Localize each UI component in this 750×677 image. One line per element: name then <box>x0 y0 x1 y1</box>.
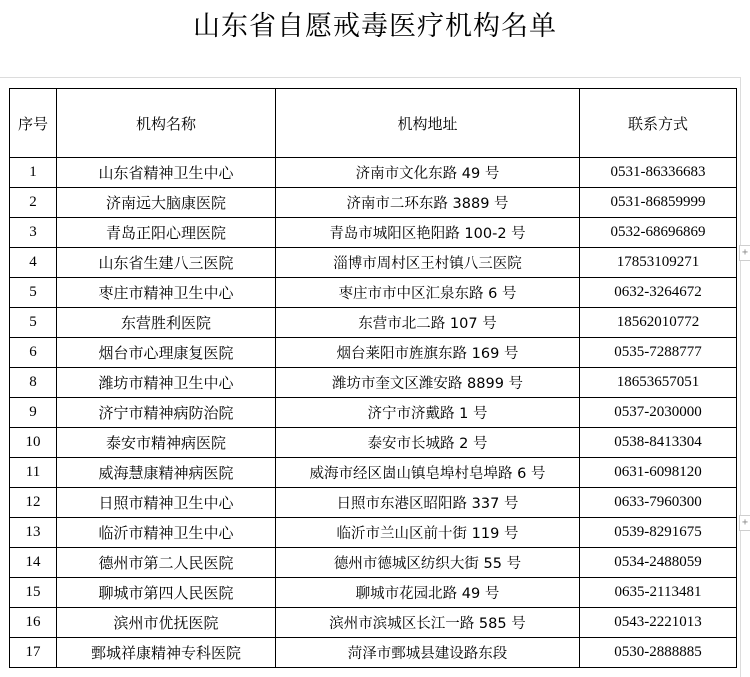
institution-address: 潍坊市奎文区潍安路 8899 号 <box>276 368 580 398</box>
institution-address: 济南市二环东路 3889 号 <box>276 188 580 218</box>
institution-name: 山东省生建八三医院 <box>57 248 276 278</box>
institution-name: 枣庄市精神卫生中心 <box>57 278 276 308</box>
table-row <box>10 248 737 278</box>
institution-name: 烟台市心理康复医院 <box>57 338 276 368</box>
row-number: 9 <box>10 398 57 428</box>
table-row <box>10 188 737 218</box>
contact-phone: 0633-7960300 <box>580 488 737 518</box>
header-no: 序号 <box>10 89 57 158</box>
institution-address: 济宁市济戴路 1 号 <box>276 398 580 428</box>
institution-name: 青岛正阳心理医院 <box>57 218 276 248</box>
row-number: 2 <box>10 188 57 218</box>
row-number: 17 <box>10 638 57 668</box>
institution-address: 日照市东港区昭阳路 337 号 <box>276 488 580 518</box>
institution-name: 济南远大脑康医院 <box>57 188 276 218</box>
contact-phone: 0539-8291675 <box>580 518 737 548</box>
table-row <box>10 548 737 578</box>
table-row <box>10 518 737 548</box>
contact-phone: 0537-2030000 <box>580 398 737 428</box>
institution-name: 泰安市精神病医院 <box>57 428 276 458</box>
institution-table <box>9 88 737 668</box>
table-row <box>10 338 737 368</box>
row-number: 8 <box>10 368 57 398</box>
institution-name: 滨州市优抚医院 <box>57 608 276 638</box>
table-header-row <box>10 89 737 158</box>
contact-phone: 18653657051 <box>580 368 737 398</box>
contact-phone: 0531-86336683 <box>580 158 737 188</box>
table-row <box>10 638 737 668</box>
institution-name: 济宁市精神病防治院 <box>57 398 276 428</box>
institution-address: 青岛市城阳区艳阳路 100-2 号 <box>276 218 580 248</box>
row-number: 1 <box>10 158 57 188</box>
table-row <box>10 278 737 308</box>
row-number: 5 <box>10 278 57 308</box>
row-number: 5 <box>10 308 57 338</box>
institution-name: 山东省精神卫生中心 <box>57 158 276 188</box>
row-number: 11 <box>10 458 57 488</box>
institution-name: 潍坊市精神卫生中心 <box>57 368 276 398</box>
institution-address: 东营市北二路 107 号 <box>276 308 580 338</box>
contact-phone: 0531-86859999 <box>580 188 737 218</box>
institution-address: 滨州市滨城区长江一路 585 号 <box>276 608 580 638</box>
institution-name: 威海慧康精神病医院 <box>57 458 276 488</box>
contact-phone: 0534-2488059 <box>580 548 737 578</box>
expand-row-marker[interactable]: + <box>739 245 750 261</box>
institution-address: 临沂市兰山区前十街 119 号 <box>276 518 580 548</box>
institution-name: 临沂市精神卫生中心 <box>57 518 276 548</box>
row-number: 4 <box>10 248 57 278</box>
institution-name: 德州市第二人民医院 <box>57 548 276 578</box>
institution-name: 日照市精神卫生中心 <box>57 488 276 518</box>
institution-name: 东营胜利医院 <box>57 308 276 338</box>
row-number: 10 <box>10 428 57 458</box>
contact-phone: 0631-6098120 <box>580 458 737 488</box>
row-number: 16 <box>10 608 57 638</box>
table-row <box>10 158 737 188</box>
institution-address: 济南市文化东路 49 号 <box>276 158 580 188</box>
institution-address: 菏泽市鄄城县建设路东段 <box>276 638 580 668</box>
contact-phone: 0530-2888885 <box>580 638 737 668</box>
expand-row-marker[interactable]: + <box>739 515 750 531</box>
institution-name: 聊城市第四人民医院 <box>57 578 276 608</box>
contact-phone: 0635-2113481 <box>580 578 737 608</box>
header-contact: 联系方式 <box>580 89 737 158</box>
table-row <box>10 578 737 608</box>
contact-phone: 18562010772 <box>580 308 737 338</box>
institution-address: 淄博市周村区王村镇八三医院 <box>276 248 580 278</box>
header-name: 机构名称 <box>57 89 276 158</box>
table-row <box>10 308 737 338</box>
table-row <box>10 458 737 488</box>
page-title: 山东省自愿戒毒医疗机构名单 <box>193 11 557 42</box>
table-row <box>10 488 737 518</box>
institution-address: 德州市德城区纺织大街 55 号 <box>276 548 580 578</box>
table-row <box>10 608 737 638</box>
table-row <box>10 218 737 248</box>
institution-address: 聊城市花园北路 49 号 <box>276 578 580 608</box>
table-row <box>10 428 737 458</box>
institution-address: 烟台莱阳市旌旗东路 169 号 <box>276 338 580 368</box>
institution-name: 鄄城祥康精神专科医院 <box>57 638 276 668</box>
contact-phone: 0632-3264672 <box>580 278 737 308</box>
contact-phone: 17853109271 <box>580 248 737 278</box>
row-number: 14 <box>10 548 57 578</box>
row-number: 12 <box>10 488 57 518</box>
institution-address: 威海市经区崮山镇皂埠村皂埠路 6 号 <box>276 458 580 488</box>
contact-phone: 0532-68696869 <box>580 218 737 248</box>
institution-address: 泰安市长城路 2 号 <box>276 428 580 458</box>
header-address: 机构地址 <box>276 89 580 158</box>
row-number: 13 <box>10 518 57 548</box>
table-row <box>10 368 737 398</box>
contact-phone: 0535-7288777 <box>580 338 737 368</box>
institution-address: 枣庄市市中区汇泉东路 6 号 <box>276 278 580 308</box>
row-number: 6 <box>10 338 57 368</box>
row-number: 3 <box>10 218 57 248</box>
table-row <box>10 398 737 428</box>
contact-phone: 0543-2221013 <box>580 608 737 638</box>
row-number: 15 <box>10 578 57 608</box>
contact-phone: 0538-8413304 <box>580 428 737 458</box>
